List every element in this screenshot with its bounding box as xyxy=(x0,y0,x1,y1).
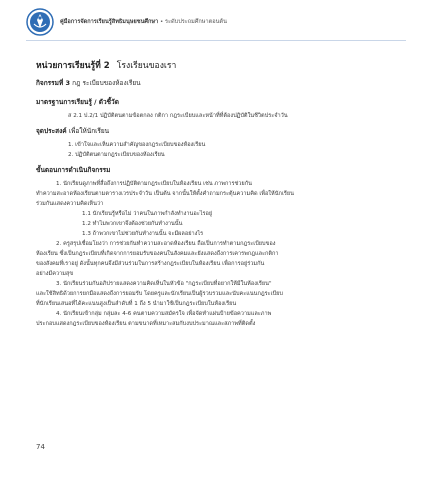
standards-text: ส 2.1 ป.2/1 ปฏิบัติตนตามข้อตกลง กติกา กฎระเบียบและหน้าที่ที่ต้องปฏิบัติในชีวิตประจำวัน xyxy=(68,113,288,119)
procedure-step-1 xyxy=(36,179,394,209)
header-main-title: คู่มือการจัดการเรียนรู้สิทธิมนุษยชนศึกษา xyxy=(60,19,159,25)
standards-heading: มาตรฐานการเรียนรู้ / ตัวชี้วัด xyxy=(36,98,119,106)
objectives-heading-label: จุดประสงค์ xyxy=(36,127,67,135)
activity-label: กิจกรรมที่ 3 xyxy=(36,79,71,87)
paragraph-line: ของสังคมที่เราอยู่ ดังนั้นทุกคนจึงมีส่วนร่วมในการสร้างกฎระเบียบในห้องเรียน เพื่อการอยู่ร่วมกัน xyxy=(36,261,265,267)
paragraph-line: 2. ครูสรุปเชื่อมโยงว่า การช่วยกันทำความสะอาดห้องเรียน ถือเป็นการทำตามกฎระเบียบของ xyxy=(56,241,276,247)
paragraph-line: ร่วมกันแสดงความคิดเห็นว่า xyxy=(36,201,104,207)
objective-item: 2. ปฏิบัติตนตามกฎระเบียบของห้องเรียน xyxy=(68,152,165,158)
question-item: 1.1 นักเรียนรู้หรือไม่ ว่าคนในภาพกำลังทำงานอะไรอยู่ xyxy=(82,211,213,217)
question-item: 1.2 ทำไมพวกเขาจึงต้องช่วยกันทำงานนั้น xyxy=(82,221,183,227)
objective-item: 1. เข้าใจและเห็นความสำคัญของกฎระเบียบของห้องเรียน xyxy=(68,142,206,148)
unit-label: หน่วยการเรียนรู้ที่ 2 xyxy=(36,61,110,71)
paragraph-line: อย่างมีความสุข xyxy=(36,271,74,277)
paragraph-line: 3. นักเรียนร่วมกันอภิปรายแสดงความคิดเห็นในหัวข้อ "กฎระเบียบที่อยากให้มีในห้องเรียน" xyxy=(56,281,272,287)
header-subtitle: • ระดับประถมศึกษาตอนต้น xyxy=(158,19,227,25)
paragraph-line: 1. นักเรียนดูภาพที่สื่อถึงการปฏิบัติตามกฎระเบียบในห้องเรียน เช่น ภาพการช่วยกัน xyxy=(56,181,252,187)
header-divider xyxy=(26,40,406,41)
seal-logo-icon xyxy=(26,8,54,36)
paragraph-line: 4. นักเรียนเข้ากลุ่ม กลุ่มละ 4-6 คนตามความสมัครใจ เพื่อจัดทำแผ่นป้ายข้อความและภาพ xyxy=(56,311,272,317)
unit-name: โรงเรียนของเรา xyxy=(116,61,177,71)
paragraph-line: ทำความสะอาดห้องเรียนตามตารางเวรประจำวัน เป็นต้น จากนั้นให้ตั้งคำถามกระตุ้นความคิด เพื่อให้นักเรียน xyxy=(36,191,294,197)
procedure-heading: ขั้นตอนการดำเนินกิจกรรม xyxy=(36,166,111,174)
page-number: 74 xyxy=(36,443,45,451)
page-content xyxy=(36,58,394,329)
procedure-step-2 xyxy=(36,239,394,279)
unit-title xyxy=(36,58,394,72)
objectives-heading-suffix: เพื่อให้นักเรียน xyxy=(68,127,110,135)
paragraph-line: ที่นักเรียนเสนอที่ได้คะแนนสูงเป็นลำดับที่ 1 ถึง 5 นำมาใช้เป็นกฎระเบียบในห้องเรียน xyxy=(36,301,237,307)
activity-title xyxy=(36,78,394,88)
procedure-step-3 xyxy=(36,279,394,309)
paragraph-line: ประกอบแสดงกฎระเบียบของห้องเรียน ตามขนาดที่เหมาะสมกับงบประมาณและสภาพที่ติดตั้ง xyxy=(36,321,256,327)
procedure-step-4 xyxy=(36,309,394,329)
activity-name: กฎ ระเบียบของห้องเรียน xyxy=(72,79,141,87)
objectives-heading xyxy=(36,126,394,136)
paragraph-line: ห้องเรียน ซึ่งเป็นกฎระเบียบที่เกิดจากการยอมรับของคนในสังคมและยังแสดงถึงการเคารพกฎและกติกา xyxy=(36,251,279,257)
header-title xyxy=(60,18,227,26)
page-header xyxy=(26,8,406,38)
paragraph-line: และใช้สิทธิด้วยการยกมือแสดงถึงการยอมรับ โดยครูและนักเรียนเป็นผู้รวบรวมและนับคะแนนกฎระเบียบ xyxy=(36,291,283,297)
question-item: 1.3 ถ้าพวกเขาไม่ช่วยกันทำงานนั้น จะมีผลอย่างไร xyxy=(82,231,204,237)
